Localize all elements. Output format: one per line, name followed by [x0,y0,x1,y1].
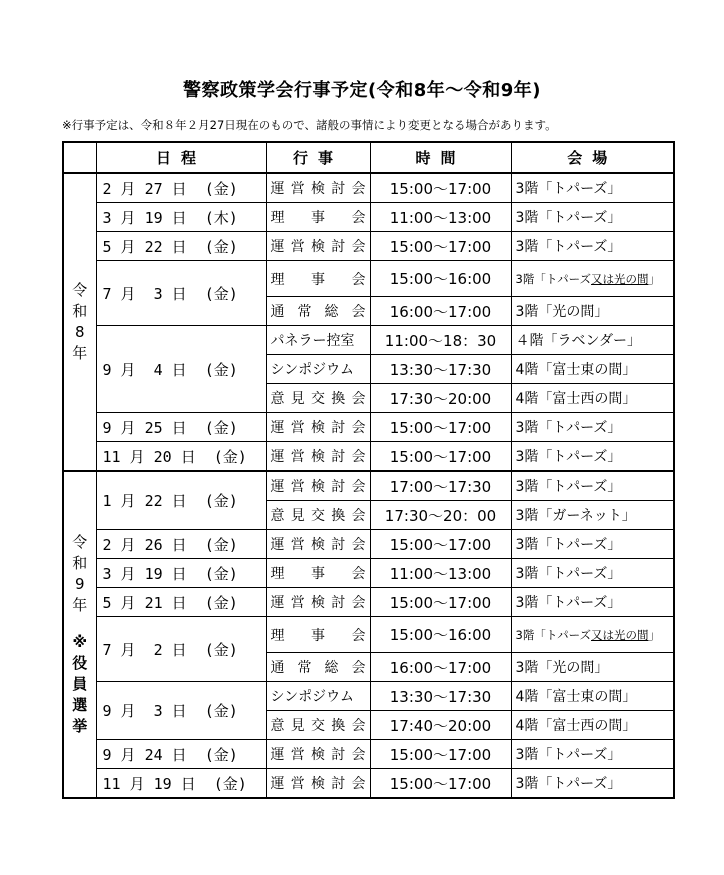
row-venue: 3階「トパーズ」 [511,173,674,203]
header-venue: 会場 [511,142,674,173]
row-date: 11 月 20 日 (金) [96,442,266,472]
row-time: 15:00〜17:00 [370,413,511,442]
row-venue: ４階「ラベンダー」 [511,326,674,355]
row-time: 13:30〜17:30 [370,355,511,384]
row-time: 15:00〜17:00 [370,740,511,769]
table-row [63,559,674,588]
row-venue: 4階「富士東の間」 [511,682,674,711]
row-event: 運営検討会 [266,232,370,261]
row-venue: 3階「光の間」 [511,297,674,326]
schedule-note: ※行事予定は、令和８年２月27日現在のもので、諸般の事情により変更となる場合があります。 [62,118,557,132]
row-time: 15:00〜17:00 [370,588,511,617]
row-event: シンポジウム [266,355,370,384]
row-venue: 3階「トパーズ」 [511,588,674,617]
row-venue: 3階「トパーズ又は光の間」 [511,617,674,653]
schedule-table [62,141,675,799]
row-event: 理 事 会 [266,261,370,297]
row-venue: 3階「光の間」 [511,653,674,682]
row-venue: 3階「トパーズ又は光の間」 [511,261,674,297]
row-event: 運営検討会 [266,530,370,559]
table-header-row [63,142,674,173]
row-date: 7 月 2 日 (金) [96,617,266,682]
year-label-r9: 令 和 9 年 ※ 役 員 選 挙 [63,471,96,798]
row-event: 理 事 会 [266,559,370,588]
row-event: シンポジウム [266,682,370,711]
row-date: 9 月 25 日 (金) [96,413,266,442]
row-date: 3 月 19 日 (木) [96,203,266,232]
election-note: ※ 役 員 選 挙 [72,633,88,735]
table-row [63,740,674,769]
table-row [63,173,674,203]
row-time: 17:40〜20:00 [370,711,511,740]
row-venue: 3階「トパーズ」 [511,413,674,442]
row-event: 運営検討会 [266,442,370,472]
row-venue: 3階「トパーズ」 [511,769,674,799]
row-date: 7 月 3 日 (金) [96,261,266,326]
header-event: 行事 [266,142,370,173]
row-date: 1 月 22 日 (金) [96,471,266,530]
row-event: 運営検討会 [266,471,370,501]
year-label-r8: 令 和 8 年 [63,173,96,471]
row-venue: 3階「トパーズ」 [511,559,674,588]
row-date: 5 月 22 日 (金) [96,232,266,261]
row-venue: 3階「トパーズ」 [511,530,674,559]
row-venue: 3階「トパーズ」 [511,203,674,232]
table-row [63,413,674,442]
row-time: 15:00〜16:00 [370,617,511,653]
row-event: 理 事 会 [266,617,370,653]
row-time: 16:00〜17:00 [370,297,511,326]
table-row [63,326,674,355]
header-year [63,142,96,173]
row-event: 運営検討会 [266,740,370,769]
row-time: 15:00〜17:00 [370,442,511,472]
row-date: 11 月 19 日 (金) [96,769,266,799]
row-time: 17:00〜17:30 [370,471,511,501]
row-time: 17:30〜20：00 [370,501,511,530]
header-time: 時間 [370,142,511,173]
table-row [63,471,674,501]
row-date: 9 月 4 日 (金) [96,326,266,413]
row-event: パネラー控室 [266,326,370,355]
row-event: 意見交換会 [266,711,370,740]
row-date: 9 月 24 日 (金) [96,740,266,769]
row-venue: 4階「富士西の間」 [511,711,674,740]
row-date: 2 月 26 日 (金) [96,530,266,559]
row-venue: 3階「トパーズ」 [511,471,674,501]
row-venue: 4階「富士西の間」 [511,384,674,413]
row-event: 運営検討会 [266,588,370,617]
row-date: 2 月 27 日 (金) [96,173,266,203]
row-event: 理 事 会 [266,203,370,232]
row-event: 意見交換会 [266,384,370,413]
header-date: 日程 [96,142,266,173]
row-date: 5 月 21 日 (金) [96,588,266,617]
row-time: 11:00〜13:00 [370,203,511,232]
row-time: 15:00〜16:00 [370,261,511,297]
page-title: 警察政策学会行事予定(令和8年〜令和9年) [182,80,541,101]
row-venue: 3階「ガーネット」 [511,501,674,530]
row-date: 3 月 19 日 (金) [96,559,266,588]
table-row [63,442,674,472]
row-time: 11:00〜18：30 [370,326,511,355]
row-event: 通 常 総 会 [266,653,370,682]
row-venue: 4階「富士東の間」 [511,355,674,384]
row-time: 15:00〜17:00 [370,769,511,799]
table-row [63,232,674,261]
row-date: 9 月 3 日 (金) [96,682,266,740]
row-time: 13:30〜17:30 [370,682,511,711]
row-venue: 3階「トパーズ」 [511,740,674,769]
table-row [63,530,674,559]
row-time: 15:00〜17:00 [370,232,511,261]
row-event: 意見交換会 [266,501,370,530]
row-venue: 3階「トパーズ」 [511,232,674,261]
table-row [63,203,674,232]
table-row [63,682,674,711]
row-time: 16:00〜17:00 [370,653,511,682]
row-venue: 3階「トパーズ」 [511,442,674,472]
row-time: 11:00〜13:00 [370,559,511,588]
row-time: 15:00〜17:00 [370,173,511,203]
table-row [63,261,674,297]
row-event: 運営検討会 [266,769,370,799]
row-event: 運営検討会 [266,413,370,442]
table-row [63,617,674,653]
table-row [63,769,674,799]
row-time: 15:00〜17:00 [370,530,511,559]
row-event: 運営検討会 [266,173,370,203]
table-row [63,588,674,617]
row-event: 通 常 総 会 [266,297,370,326]
row-time: 17:30〜20:00 [370,384,511,413]
